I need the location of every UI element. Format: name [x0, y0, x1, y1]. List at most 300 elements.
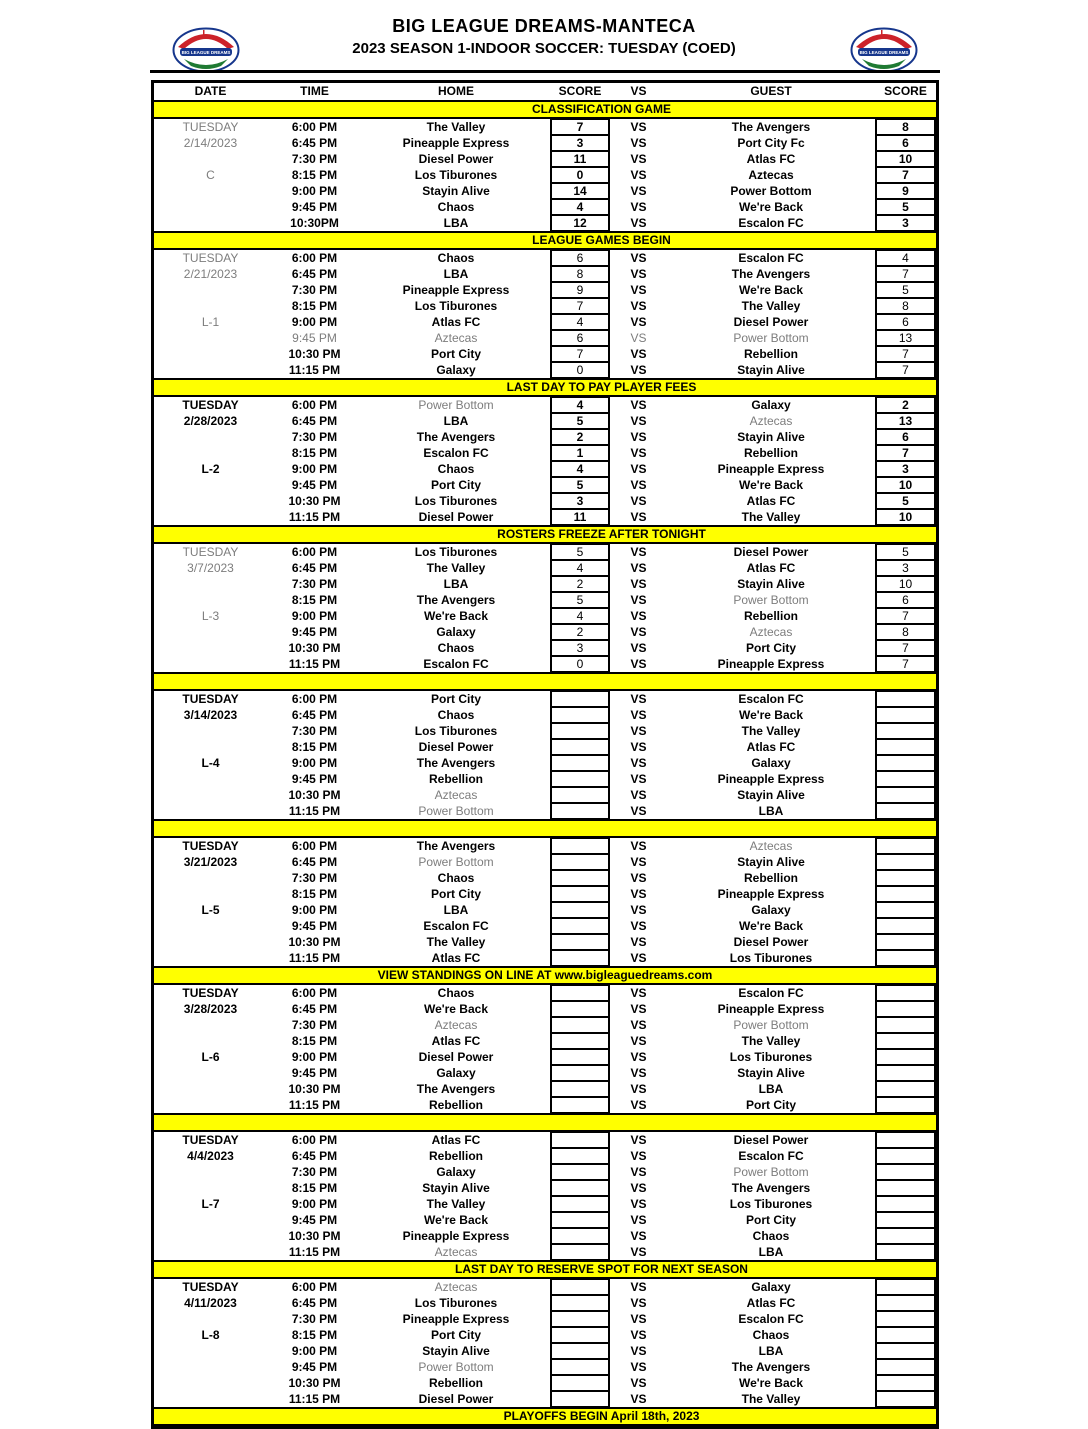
time-cell: 8:15 PM: [291, 1328, 338, 1342]
home-team-cell: Port City: [430, 887, 481, 901]
home-team-cell: Diesel Power: [418, 510, 494, 524]
guest-team-cell: Rebellion: [743, 609, 798, 623]
time-cell: 11:15 PM: [288, 363, 341, 377]
guest-score-cell: [875, 624, 936, 640]
home-score-box: 7: [550, 345, 610, 363]
game-row: [267, 691, 936, 707]
date-value: 3/21/2023: [183, 855, 238, 869]
guest-score-box: 10: [875, 575, 936, 593]
home-score-cell: [550, 1295, 610, 1311]
guest-score-cell: [875, 985, 936, 1001]
time-cell: 6:00 PM: [291, 839, 338, 853]
section-banner: [154, 1113, 936, 1132]
time-cell: 7:30 PM: [291, 152, 338, 166]
guest-score-box: 7: [875, 265, 936, 283]
guest-score-box: 5: [875, 198, 936, 216]
big-league-dreams-logo-left: [172, 28, 240, 73]
guest-team-cell: The Avengers: [731, 120, 811, 134]
home-score-cell: [550, 1180, 610, 1196]
home-score-box: 7: [550, 297, 610, 315]
home-team-cell: Galaxy: [436, 363, 476, 377]
home-score-cell: [550, 413, 610, 429]
guest-team-cell: We're Back: [738, 283, 803, 297]
svg-text:BIG LEAGUE DREAMS: BIG LEAGUE DREAMS: [181, 50, 231, 55]
guest-team-cell: Aztecas: [748, 168, 794, 182]
home-score-box: 0: [550, 655, 610, 673]
time-cell: 8:15 PM: [291, 1034, 338, 1048]
date-value: 4/4/2023: [187, 1149, 234, 1163]
time-cell: 11:15 PM: [288, 804, 341, 818]
guest-score-box: 10: [875, 508, 936, 526]
guest-team-cell: Stayin Alive: [737, 363, 805, 377]
game-row: [267, 493, 936, 509]
column-header: VS: [630, 84, 647, 98]
home-score-cell: [550, 1391, 610, 1407]
schedule-section: [154, 691, 936, 819]
home-score-box: 4: [550, 460, 610, 478]
game-row: [267, 723, 936, 739]
vs-label: VS: [630, 1050, 647, 1064]
game-row: [267, 1391, 936, 1407]
guest-team-cell: Escalon FC: [738, 216, 804, 230]
game-row: [267, 199, 936, 215]
game-row: [267, 1311, 936, 1327]
home-team-cell: Diesel Power: [418, 740, 494, 754]
home-score-cell: [550, 803, 610, 819]
game-row: [267, 934, 936, 950]
guest-score-box: 13: [875, 329, 936, 347]
home-score-cell: [550, 755, 610, 771]
vs-label: VS: [630, 804, 647, 818]
guest-score-cell: [875, 362, 936, 378]
home-team-cell: LBA: [443, 414, 469, 428]
guest-team-cell: Stayin Alive: [737, 1066, 805, 1080]
guest-score-cell: [875, 1228, 936, 1244]
home-score-cell: [550, 950, 610, 966]
vs-label: VS: [630, 120, 647, 134]
game-row: [267, 509, 936, 525]
home-score-box: 0: [550, 361, 610, 379]
home-score-cell: [550, 1228, 610, 1244]
time-cell: 9:00 PM: [291, 903, 338, 917]
guest-score-cell: [875, 167, 936, 183]
column-header: GUEST: [750, 84, 792, 98]
home-team-cell: Chaos: [437, 200, 475, 214]
game-row: [267, 1017, 936, 1033]
time-cell: 6:45 PM: [291, 414, 338, 428]
section-banner: CLASSIFICATION GAME: [154, 100, 936, 119]
guest-score-box: 4: [875, 249, 936, 267]
date-day: TUESDAY: [182, 120, 239, 134]
svg-text:BIG LEAGUE DREAMS: BIG LEAGUE DREAMS: [859, 50, 909, 55]
home-team-cell: Los Tiburones: [414, 494, 498, 508]
guest-score-cell: [875, 429, 936, 445]
home-team-cell: Pineapple Express: [402, 136, 510, 150]
guest-score-box: 7: [875, 166, 936, 184]
section-label: L-1: [201, 315, 220, 329]
home-team-cell: We're Back: [423, 609, 488, 623]
time-cell: 9:45 PM: [291, 1066, 338, 1080]
home-score-cell: [550, 298, 610, 314]
time-cell: 10:30 PM: [288, 1376, 341, 1390]
time-cell: 6:00 PM: [291, 1280, 338, 1294]
date-value: 2/21/2023: [183, 267, 238, 281]
time-cell: 9:45 PM: [291, 200, 338, 214]
section-banner: [154, 672, 936, 691]
home-team-cell: Los Tiburones: [414, 299, 498, 313]
guest-score-box: 13: [875, 412, 936, 430]
vs-label: VS: [630, 414, 647, 428]
game-row: [267, 576, 936, 592]
guest-score-cell: [875, 608, 936, 624]
guest-score-cell: [875, 215, 936, 231]
guest-team-cell: The Valley: [741, 299, 801, 313]
guest-score-cell: [875, 771, 936, 787]
home-score-cell: [550, 1065, 610, 1081]
guest-team-cell: Escalon FC: [738, 1149, 804, 1163]
vs-label: VS: [630, 1376, 647, 1390]
guest-team-cell: We're Back: [738, 478, 803, 492]
home-score-box: 4: [550, 313, 610, 331]
home-score-box: 8: [550, 265, 610, 283]
vs-label: VS: [630, 577, 647, 591]
schedule-section: [154, 119, 936, 231]
guest-score-cell: [875, 183, 936, 199]
time-cell: 8:15 PM: [291, 446, 338, 460]
schedule-section: [154, 544, 936, 672]
guest-score-cell: [875, 1017, 936, 1033]
guest-team-cell: Galaxy: [751, 903, 791, 917]
time-cell: 6:00 PM: [291, 251, 338, 265]
game-row: [267, 445, 936, 461]
time-cell: 7:30 PM: [291, 430, 338, 444]
game-row: [267, 1180, 936, 1196]
home-score-box: 9: [550, 281, 610, 299]
guest-score-box: 5: [875, 543, 936, 561]
guest-team-cell: The Valley: [741, 510, 801, 524]
vs-label: VS: [630, 462, 647, 476]
vs-label: VS: [630, 1328, 647, 1342]
time-cell: 11:15 PM: [288, 1098, 341, 1112]
guest-team-cell: The Avengers: [731, 1360, 811, 1374]
home-score-box: [550, 1243, 610, 1261]
game-row: [267, 397, 936, 413]
guest-team-cell: The Valley: [741, 1392, 801, 1406]
column-header: DATE: [194, 84, 227, 98]
home-team-cell: Escalon FC: [423, 919, 489, 933]
guest-team-cell: Pineapple Express: [717, 462, 825, 476]
guest-team-cell: Atlas FC: [746, 1296, 796, 1310]
time-cell: 6:45 PM: [291, 1296, 338, 1310]
home-team-cell: Aztecas: [434, 331, 478, 345]
vs-label: VS: [630, 494, 647, 508]
game-row: [267, 950, 936, 966]
guest-score-cell: [875, 282, 936, 298]
guest-team-cell: The Avengers: [731, 267, 811, 281]
guest-score-box: 8: [875, 118, 936, 136]
time-cell: 8:15 PM: [291, 299, 338, 313]
game-row: [267, 119, 936, 135]
vs-label: VS: [630, 1312, 647, 1326]
time-cell: 7:30 PM: [291, 283, 338, 297]
vs-label: VS: [630, 593, 647, 607]
home-team-cell: Los Tiburones: [414, 168, 498, 182]
section-banner: LAST DAY TO RESERVE SPOT FOR NEXT SEASON: [154, 1260, 936, 1279]
table-header-row: [154, 83, 936, 100]
game-row: [267, 560, 936, 576]
game-row: [267, 656, 936, 672]
guest-score-cell: [875, 1001, 936, 1017]
home-score-cell: [550, 493, 610, 509]
home-team-cell: Chaos: [437, 251, 475, 265]
guest-team-cell: We're Back: [738, 1376, 803, 1390]
vs-label: VS: [630, 1360, 647, 1374]
time-cell: 8:15 PM: [291, 1181, 338, 1195]
guest-score-cell: [875, 477, 936, 493]
guest-team-cell: Power Bottom: [733, 1165, 809, 1179]
vs-label: VS: [630, 1034, 647, 1048]
home-score-cell: [550, 902, 610, 918]
home-score-box: 5: [550, 543, 610, 561]
guest-score-box: 8: [875, 623, 936, 641]
vs-label: VS: [630, 1296, 647, 1310]
time-cell: 7:30 PM: [291, 871, 338, 885]
home-team-cell: LBA: [443, 267, 469, 281]
guest-team-cell: Port City: [745, 641, 796, 655]
game-row: [267, 803, 936, 819]
time-cell: 6:45 PM: [291, 136, 338, 150]
home-score-box: 1: [550, 444, 610, 462]
guest-score-cell: [875, 1097, 936, 1113]
vs-label: VS: [630, 756, 647, 770]
guest-score-cell: [875, 445, 936, 461]
time-cell: 6:45 PM: [291, 1149, 338, 1163]
date-value: 2/28/2023: [183, 414, 238, 428]
home-score-cell: [550, 1164, 610, 1180]
time-cell: 10:30 PM: [288, 788, 341, 802]
game-row: [267, 918, 936, 934]
guest-score-cell: [875, 1132, 936, 1148]
game-row: [267, 1164, 936, 1180]
guest-team-cell: Los Tiburones: [729, 951, 813, 965]
time-cell: 10:30 PM: [288, 641, 341, 655]
schedule-table: [151, 80, 939, 1429]
guest-score-cell: [875, 707, 936, 723]
time-cell: 9:00 PM: [291, 1050, 338, 1064]
home-score-box: [550, 802, 610, 820]
footer-banner: PLAYOFFS BEGIN April 18th, 2023: [154, 1407, 936, 1426]
guest-score-cell: [875, 854, 936, 870]
time-cell: 7:30 PM: [291, 1018, 338, 1032]
home-team-cell: Galaxy: [436, 1066, 476, 1080]
vs-label: VS: [630, 1229, 647, 1243]
home-team-cell: The Avengers: [416, 839, 496, 853]
home-team-cell: Chaos: [437, 641, 475, 655]
game-row: [267, 298, 936, 314]
home-team-cell: Diesel Power: [418, 152, 494, 166]
guest-team-cell: Power Bottom: [730, 184, 812, 198]
home-team-cell: Chaos: [437, 986, 475, 1000]
game-row: [267, 1343, 936, 1359]
guest-score-cell: [875, 1359, 936, 1375]
game-row: [267, 1148, 936, 1164]
home-score-cell: [550, 266, 610, 282]
time-cell: 10:30 PM: [288, 1082, 341, 1096]
vs-label: VS: [630, 430, 647, 444]
home-team-cell: LBA: [443, 216, 469, 230]
guest-score-cell: [875, 787, 936, 803]
guest-score-cell: [875, 723, 936, 739]
guest-team-cell: Port City: [745, 1213, 796, 1227]
guest-score-box: 7: [875, 639, 936, 657]
home-team-cell: The Valley: [426, 120, 486, 134]
guest-score-cell: [875, 1164, 936, 1180]
home-team-cell: LBA: [443, 577, 469, 591]
guest-score-cell: [875, 1279, 936, 1295]
home-team-cell: Power Bottom: [418, 398, 494, 412]
home-team-cell: Escalon FC: [423, 657, 489, 671]
guest-score-cell: [875, 739, 936, 755]
home-score-box: 4: [550, 607, 610, 625]
home-score-cell: [550, 576, 610, 592]
vs-label: VS: [630, 839, 647, 853]
home-team-cell: We're Back: [423, 1002, 488, 1016]
home-team-cell: The Valley: [426, 935, 486, 949]
guest-team-cell: Port City Fc: [737, 136, 805, 150]
time-cell: 6:00 PM: [291, 692, 338, 706]
game-row: [267, 330, 936, 346]
time-cell: 6:45 PM: [291, 561, 338, 575]
guest-team-cell: Stayin Alive: [737, 430, 805, 444]
home-score-cell: [550, 1343, 610, 1359]
vs-label: VS: [630, 641, 647, 655]
date-value: 3/28/2023: [183, 1002, 238, 1016]
home-score-cell: [550, 544, 610, 560]
section-label: L-2: [201, 462, 220, 476]
home-score-box: 4: [550, 559, 610, 577]
home-score-cell: [550, 362, 610, 378]
guest-team-cell: LBA: [758, 1344, 784, 1358]
home-team-cell: Port City: [430, 692, 481, 706]
home-team-cell: Los Tiburones: [414, 724, 498, 738]
time-cell: 6:45 PM: [291, 1002, 338, 1016]
time-cell: 7:30 PM: [291, 1165, 338, 1179]
home-score-cell: [550, 592, 610, 608]
home-score-cell: [550, 119, 610, 135]
guest-score-cell: [875, 330, 936, 346]
guest-team-cell: Stayin Alive: [737, 788, 805, 802]
game-row: [267, 362, 936, 378]
time-cell: 10:30 PM: [288, 935, 341, 949]
guest-score-cell: [875, 1081, 936, 1097]
home-team-cell: Atlas FC: [431, 1133, 481, 1147]
game-row: [267, 985, 936, 1001]
vs-label: VS: [630, 657, 647, 671]
home-team-cell: Rebellion: [428, 1376, 483, 1390]
vs-label: VS: [630, 935, 647, 949]
guest-score-cell: [875, 509, 936, 525]
time-cell: 6:45 PM: [291, 267, 338, 281]
home-team-cell: Chaos: [437, 462, 475, 476]
guest-score-box: [875, 949, 936, 967]
column-header: TIME: [300, 84, 329, 98]
vs-label: VS: [630, 724, 647, 738]
time-cell: 11:15 PM: [288, 951, 341, 965]
home-score-cell: [550, 167, 610, 183]
vs-label: VS: [630, 692, 647, 706]
vs-label: VS: [630, 136, 647, 150]
guest-team-cell: Atlas FC: [746, 494, 796, 508]
vs-label: VS: [630, 184, 647, 198]
vs-label: VS: [630, 740, 647, 754]
vs-label: VS: [630, 315, 647, 329]
home-score-cell: [550, 445, 610, 461]
game-row: [267, 624, 936, 640]
time-cell: 6:45 PM: [291, 708, 338, 722]
guest-score-cell: [875, 950, 936, 966]
home-score-cell: [550, 346, 610, 362]
guest-team-cell: The Avengers: [731, 1181, 811, 1195]
home-score-box: 2: [550, 623, 610, 641]
guest-team-cell: Galaxy: [751, 756, 791, 770]
vs-label: VS: [630, 1149, 647, 1163]
guest-score-cell: [875, 1065, 936, 1081]
vs-label: VS: [630, 152, 647, 166]
game-row: [267, 771, 936, 787]
game-row: [267, 151, 936, 167]
home-score-cell: [550, 624, 610, 640]
guest-score-box: [875, 1390, 936, 1408]
home-score-cell: [550, 330, 610, 346]
game-row: [267, 608, 936, 624]
section-label: L-6: [201, 1050, 220, 1064]
guest-score-cell: [875, 1343, 936, 1359]
time-cell: 8:15 PM: [291, 887, 338, 901]
game-row: [267, 1132, 936, 1148]
time-cell: 9:45 PM: [292, 331, 337, 345]
time-cell: 9:45 PM: [291, 625, 338, 639]
home-team-cell: Aztecas: [434, 1280, 478, 1294]
section-banner: [154, 819, 936, 838]
guest-score-cell: [875, 1311, 936, 1327]
vs-label: VS: [630, 772, 647, 786]
home-team-cell: Stayin Alive: [422, 1181, 490, 1195]
guest-score-cell: [875, 413, 936, 429]
vs-label: VS: [630, 331, 647, 345]
guest-team-cell: Atlas FC: [746, 740, 796, 754]
guest-score-cell: [875, 346, 936, 362]
section-banner: LEAGUE GAMES BEGIN: [154, 231, 936, 250]
time-cell: 9:00 PM: [291, 462, 338, 476]
home-team-cell: Aztecas: [434, 1018, 478, 1032]
home-score-cell: [550, 1081, 610, 1097]
home-score-box: 4: [550, 396, 610, 414]
game-row: [267, 413, 936, 429]
vs-label: VS: [630, 267, 647, 281]
guest-team-cell: Aztecas: [749, 839, 793, 853]
home-score-cell: [550, 461, 610, 477]
section-label: L-3: [201, 609, 220, 623]
home-team-cell: Rebellion: [428, 772, 483, 786]
date-day: TUESDAY: [182, 692, 239, 706]
home-team-cell: Atlas FC: [431, 315, 481, 329]
date-day: TUESDAY: [182, 545, 239, 559]
vs-label: VS: [630, 216, 647, 230]
home-score-box: 3: [550, 639, 610, 657]
game-row: [267, 183, 936, 199]
guest-score-cell: [875, 886, 936, 902]
vs-label: VS: [630, 251, 647, 265]
